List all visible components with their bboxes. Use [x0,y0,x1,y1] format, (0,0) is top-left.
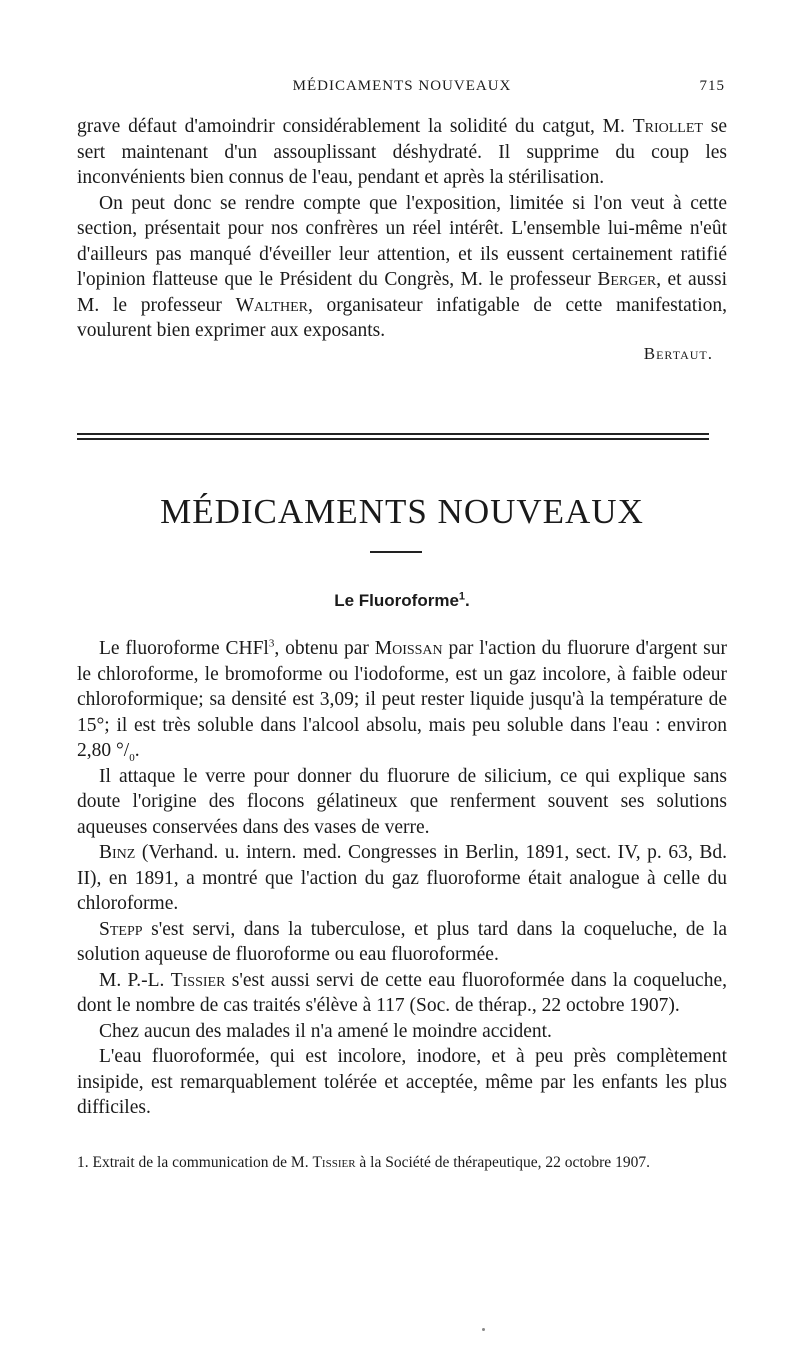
author-name: Triollet [632,116,703,137]
running-head [77,78,727,98]
paragraph: Binz (Verhand. u. intern. med. Congresses in Berlin, 1891, sect. IV, p. 63, Bd. II), en 1891, a montré que l'action du gaz fluoroforme était analogue à celle du chloroforme. [77,842,727,914]
person-name: Moissan [374,638,443,659]
footnote-ref: 1 [458,590,466,603]
person-name: Stepp [99,918,143,940]
print-speck [482,1328,485,1331]
paragraph: Stepp s'est servi, dans la tuberculose, et plus tard dans la coqueluche, de la solution aqueuse de fluoroforme ou eau fluoroformée. [77,918,727,965]
section-title: MÉDICAMENTS NOUVEAUX [160,492,644,531]
article-body [77,636,727,1121]
person-name: Walther [235,294,308,316]
page-number: 715 [699,78,725,94]
paragraph: On peut donc se rendre compte que l'exposition, limitée si l'on veut à cette section, présentait pour nos confrères un réel intérêt. L'ensemble lui-même n'eût d'ailleurs pas manqué d'éveiller leur attention, et ils eussent certainement ratifié l'opinion flatteuse que le Président du Congrès, M. le professeur Berger, et aussi M. le professeur Walther, organisateur infatigable de cette manifestation, voulurent bien exprimer aux exposants. [77,192,727,341]
prior-article-text [77,114,727,364]
person-name: Tissier [312,1154,356,1171]
footnote: 1. Extrait de la communication de M. Tissier à la Société de thérapeutique, 22 octobre 1907. [77,1154,650,1171]
paragraph: L'eau fluoroformée, qui est incolore, inodore, et à peu près complètement insipide, est remarquablement tolérée et acceptée, même par les enfants les plus difficiles. [77,1046,727,1118]
person-name: Binz [99,842,136,863]
article-subtitle: Le Fluoroforme$^1$. [334,590,470,610]
article-signature: Bertaut. [643,343,713,363]
section-divider [77,433,709,440]
title-rule [370,551,422,553]
person-name: Tissier [170,969,226,991]
running-head-title: MÉDICAMENTS NOUVEAUX [292,78,512,94]
person-name: Berger [597,269,657,290]
paragraph: M. P.-L. Tissier s'est aussi servi de cette eau fluoroformée dans la coqueluche, dont le nombre de cas traités s'élève à 117 (Soc. de thérap., 22 octobre 1907). [77,969,727,1016]
paragraph: Chez aucun des malades il n'a amené le moindre accident. [99,1020,552,1042]
paragraph: Le fluoroforme CHFl$^3$, obtenu par Moissan par l'action du fluorure d'argent sur le chloroforme, le bromoforme ou l'iodoforme, est un gaz incolore, à faible odeur chloroformique; sa densité est 3,09; il peut rester liquide jusqu'à la température de 15°; il est très soluble dans l'alcool absolu, mais peu soluble dans l'eau : environ 2,80 $^\circ/_0$. [77,637,727,764]
paragraph: Il attaque le verre pour donner du fluorure de silicium, ce qui explique sans doute l'origine des flocons gélatineux que renferment souvent ses solutions aqueuses conservées dans des vases de verre. [77,765,727,838]
paragraph: grave défaut d'amoindrir considérablement la solidité du catgut, M. Triollet se sert maintenant d'un assouplissant déshydraté. Il supprime du coup les inconvénients bien connus de l'eau, pendant et après la stérilisation. [77,116,728,188]
